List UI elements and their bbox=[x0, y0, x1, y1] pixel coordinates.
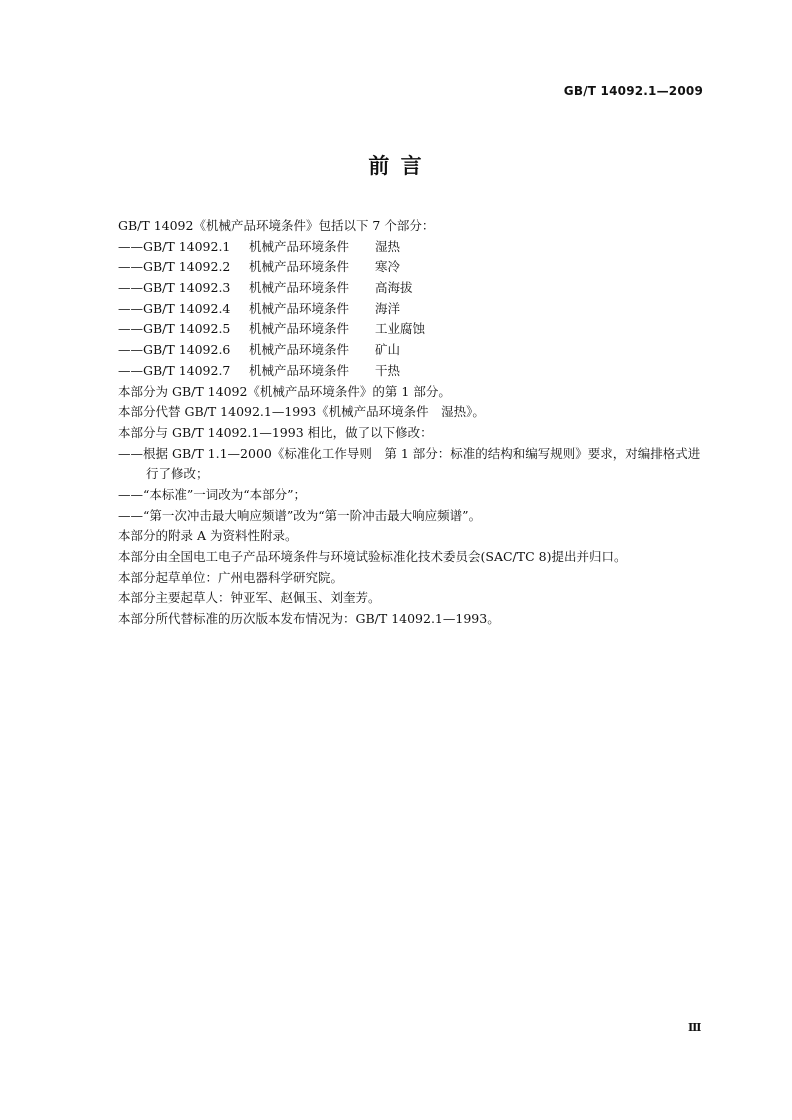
part-topic: 海洋 bbox=[375, 300, 401, 316]
part-code: ——GB/T 14092.4 bbox=[118, 300, 231, 316]
part-topic: 矿山 bbox=[375, 342, 401, 358]
part-code: ——GB/T 14092.2 bbox=[118, 259, 231, 275]
parts-list bbox=[118, 237, 708, 382]
list-item bbox=[118, 299, 708, 320]
part-code: ——GB/T 14092.3 bbox=[118, 280, 231, 296]
part-name: 机械产品环境条件 bbox=[249, 321, 350, 337]
changes-list bbox=[118, 444, 708, 527]
change-item: ——“本标准”一词改为“本部分”； bbox=[118, 486, 307, 502]
part-name: 机械产品环境条件 bbox=[249, 280, 350, 296]
change-item: ——根据 GB/T 1.1—2000《标准化工作导则 第 1 部分：标准的结构和编写规则》要求，对编排格式进行了修改； bbox=[118, 445, 701, 482]
part-name: 机械产品环境条件 bbox=[249, 238, 350, 254]
foreword-body bbox=[118, 216, 708, 630]
part-topic: 湿热 bbox=[375, 238, 401, 254]
paragraph-replaces: 本部分代替 GB/T 14092.1—1993《机械产品环境条件 湿热》。 bbox=[118, 404, 485, 420]
part-code: ——GB/T 14092.7 bbox=[118, 362, 231, 378]
list-item bbox=[118, 340, 708, 361]
part-name: 机械产品环境条件 bbox=[249, 259, 350, 275]
part-code: ——GB/T 14092.5 bbox=[118, 321, 231, 337]
paragraph-proposer: 本部分由全国电工电子产品环境条件与环境试验标准化技术委员会(SAC/TC 8)提出并归口。 bbox=[118, 549, 627, 565]
paragraph-annex: 本部分的附录 A 为资料性附录。 bbox=[118, 528, 298, 544]
part-topic: 工业腐蚀 bbox=[375, 321, 426, 337]
part-topic: 寒冷 bbox=[375, 259, 401, 275]
paragraph-drafting-unit: 本部分起草单位：广州电器科学研究院。 bbox=[118, 569, 344, 585]
list-item bbox=[118, 257, 708, 278]
paragraph-history: 本部分所代替标准的历次版本发布情况为：GB/T 14092.1—1993。 bbox=[118, 611, 500, 627]
paragraph-drafters: 本部分主要起草人：钟亚军、赵佩玉、刘奎芳。 bbox=[118, 590, 381, 606]
list-item bbox=[118, 319, 708, 340]
list-item bbox=[118, 278, 708, 299]
intro-paragraph: GB/T 14092《机械产品环境条件》包括以下 7 个部分： bbox=[118, 218, 435, 233]
list-item bbox=[118, 361, 708, 382]
change-item: ——“第一次冲击最大响应频谱”改为“第一阶冲击最大响应频谱”。 bbox=[118, 507, 482, 523]
part-name: 机械产品环境条件 bbox=[249, 300, 350, 316]
part-topic: 干热 bbox=[375, 362, 401, 378]
part-name: 机械产品环境条件 bbox=[249, 362, 350, 378]
part-name: 机械产品环境条件 bbox=[249, 342, 350, 358]
paragraph-part-number: 本部分为 GB/T 14092《机械产品环境条件》的第 1 部分。 bbox=[118, 383, 451, 399]
part-topic: 高海拔 bbox=[375, 280, 413, 296]
part-code: ——GB/T 14092.6 bbox=[118, 342, 231, 358]
paragraph-changes-intro: 本部分与 GB/T 14092.1—1993 相比，做了以下修改： bbox=[118, 424, 433, 440]
list-item bbox=[118, 237, 708, 258]
page-title: 前 言 bbox=[368, 154, 424, 178]
page-number: Ⅲ bbox=[688, 1021, 702, 1034]
part-code: ——GB/T 14092.1 bbox=[118, 238, 231, 254]
standard-code: GB/T 14092.1—2009 bbox=[563, 84, 703, 98]
